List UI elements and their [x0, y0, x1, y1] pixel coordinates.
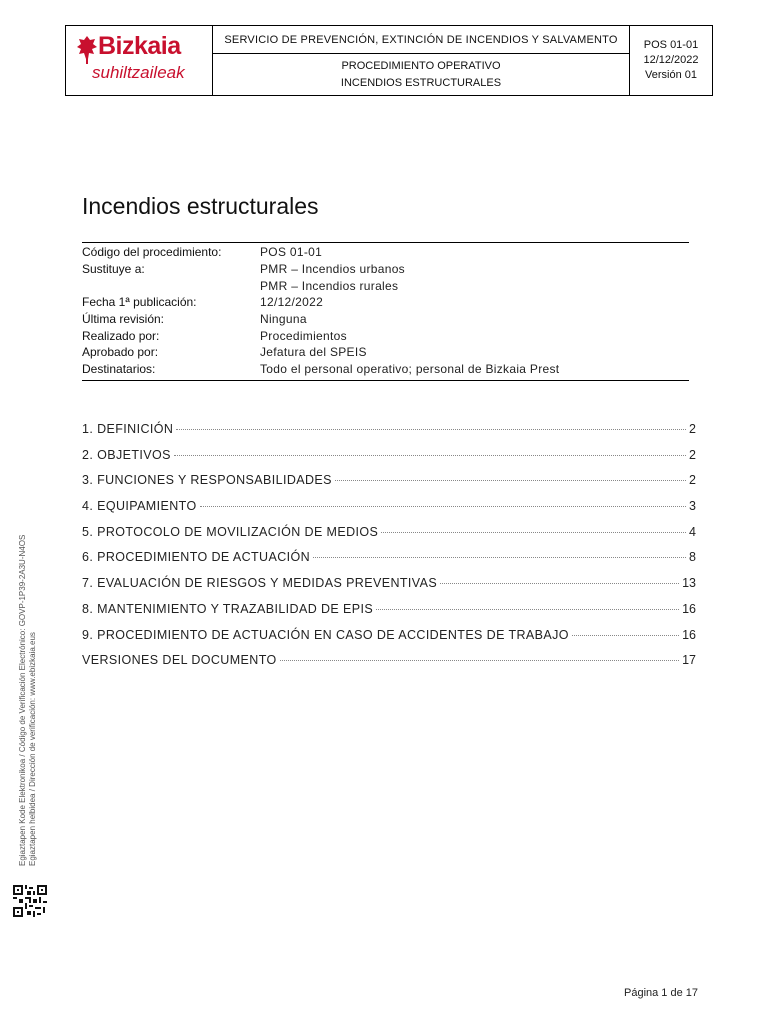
toc-entry[interactable] [82, 628, 696, 654]
toc-dot-leader [174, 455, 686, 456]
metadata-label: Última revisión: [82, 312, 165, 327]
toc-entry[interactable] [82, 448, 696, 474]
metadata-label: Realizado por: [82, 328, 160, 343]
page-number: Página 1 de 17 [624, 987, 699, 999]
toc-entry[interactable] [82, 602, 696, 628]
metadata-row [82, 327, 689, 344]
metadata-value: Todo el personal operativo; personal de Bizkaia Prest [260, 362, 560, 377]
metadata-row [82, 244, 689, 261]
metadata-label: Aprobado por: [82, 345, 159, 360]
doc-date: 12/12/2022 [643, 54, 699, 66]
metadata-row [82, 361, 689, 378]
toc-entry[interactable] [82, 473, 696, 499]
toc-page-number[interactable]: 8 [689, 550, 696, 565]
toc-entry-title[interactable]: 7. EVALUACIÓN DE RIESGOS Y MEDIDAS PREVENTIVAS [82, 576, 438, 591]
toc-entry-title[interactable]: 6. PROCEDIMIENTO DE ACTUACIÓN [82, 550, 311, 565]
toc-entry-title[interactable]: 4. EQUIPAMIENTO [82, 499, 197, 514]
qr-code-icon [13, 885, 47, 917]
toc-entry-title[interactable]: 9. PROCEDIMIENTO DE ACTUACIÓN EN CASO DE ACCIDENTES DE TRABAJO [82, 627, 569, 642]
verification-code-text: Egiaztapen Kode Elektronikoa / Código de Verificación Electrónico: GOVP-1P39-2A3U-N4OS [18, 534, 27, 866]
toc-page-number[interactable]: 13 [682, 576, 696, 591]
toc-dot-leader [381, 532, 686, 533]
toc-page-number[interactable]: 16 [682, 627, 696, 642]
logo-cell [66, 26, 213, 95]
doc-code: POS 01-01 [643, 39, 699, 51]
table-of-contents [82, 422, 696, 679]
metadata-row [82, 277, 689, 294]
metadata-label: Destinatarios: [82, 362, 156, 377]
metadata-value: Jefatura del SPEIS [260, 345, 367, 360]
metadata-row [82, 311, 689, 328]
toc-dot-leader [335, 480, 686, 481]
metadata-value: PMR – Incendios urbanos [260, 262, 405, 277]
toc-entry-title[interactable]: 2. OBJETIVOS [82, 447, 171, 462]
toc-page-number[interactable]: 17 [682, 653, 696, 668]
toc-dot-leader [376, 609, 679, 610]
toc-entry[interactable] [82, 653, 696, 679]
header-title-cell [213, 26, 630, 95]
toc-dot-leader [200, 506, 686, 507]
toc-entry[interactable] [82, 576, 696, 602]
metadata-label: Fecha 1ª publicación: [82, 295, 197, 310]
header-code-cell [630, 26, 712, 95]
toc-page-number[interactable]: 2 [689, 422, 696, 436]
metadata-value: PMR – Incendios rurales [260, 278, 399, 293]
toc-dot-leader [176, 429, 686, 430]
doc-subject: INCENDIOS ESTRUCTURALES [340, 76, 502, 89]
metadata-value: POS 01-01 [260, 245, 323, 260]
toc-page-number[interactable]: 2 [689, 447, 696, 462]
verification-stamp [18, 535, 38, 866]
toc-entry[interactable] [82, 525, 696, 551]
document-header [65, 25, 713, 96]
toc-dot-leader [280, 660, 679, 661]
toc-entry-title[interactable]: VERSIONES DEL DOCUMENTO [82, 653, 277, 668]
verification-address-text: Egiaztapen helbidea / Dirección de verificación: www.ebizkaia.eus [28, 632, 37, 866]
toc-entry-title[interactable]: 3. FUNCIONES Y RESPONSABILIDADES [82, 473, 332, 488]
metadata-label: Código del procedimiento: [82, 245, 222, 260]
toc-page-number[interactable]: 2 [689, 473, 696, 488]
toc-entry-title[interactable]: 8. MANTENIMIENTO Y TRAZABILIDAD DE EPIS [82, 601, 374, 616]
toc-entry[interactable] [82, 499, 696, 525]
toc-entry-title[interactable]: 5. PROTOCOLO DE MOVILIZACIÓN DE MEDIOS [82, 524, 379, 539]
page-title: Incendios estructurales [82, 193, 319, 219]
metadata-value: 12/12/2022 [260, 295, 324, 310]
procedure-metadata-table [82, 242, 689, 381]
doc-type: PROCEDIMIENTO OPERATIVO [341, 59, 501, 72]
metadata-row [82, 294, 689, 311]
procedure-cell [213, 54, 629, 95]
logo-wordmark: Bizkaia [98, 32, 181, 60]
toc-page-number[interactable]: 16 [682, 601, 696, 616]
toc-entry[interactable] [82, 550, 696, 576]
toc-entry-title[interactable]: 1. DEFINICIÓN [82, 422, 174, 436]
toc-dot-leader [572, 635, 679, 636]
metadata-value: Ninguna [260, 312, 307, 327]
metadata-label: Sustituye a: [82, 262, 145, 277]
oak-leaf-logo-icon [76, 35, 98, 65]
service-name: SERVICIO DE PREVENCIÓN, EXTINCIÓN DE INCENDIOS Y SALVAMENTO [213, 26, 629, 54]
doc-version: Versión 01 [645, 69, 697, 81]
toc-dot-leader [440, 583, 679, 584]
toc-dot-leader [313, 557, 686, 558]
metadata-value: Procedimientos [260, 328, 347, 343]
toc-entry[interactable] [82, 422, 696, 448]
logo-subtitle: suhiltzaileak [92, 63, 185, 82]
metadata-row [82, 344, 689, 361]
toc-page-number[interactable]: 4 [689, 524, 696, 539]
toc-page-number[interactable]: 3 [689, 499, 696, 514]
metadata-row [82, 261, 689, 278]
